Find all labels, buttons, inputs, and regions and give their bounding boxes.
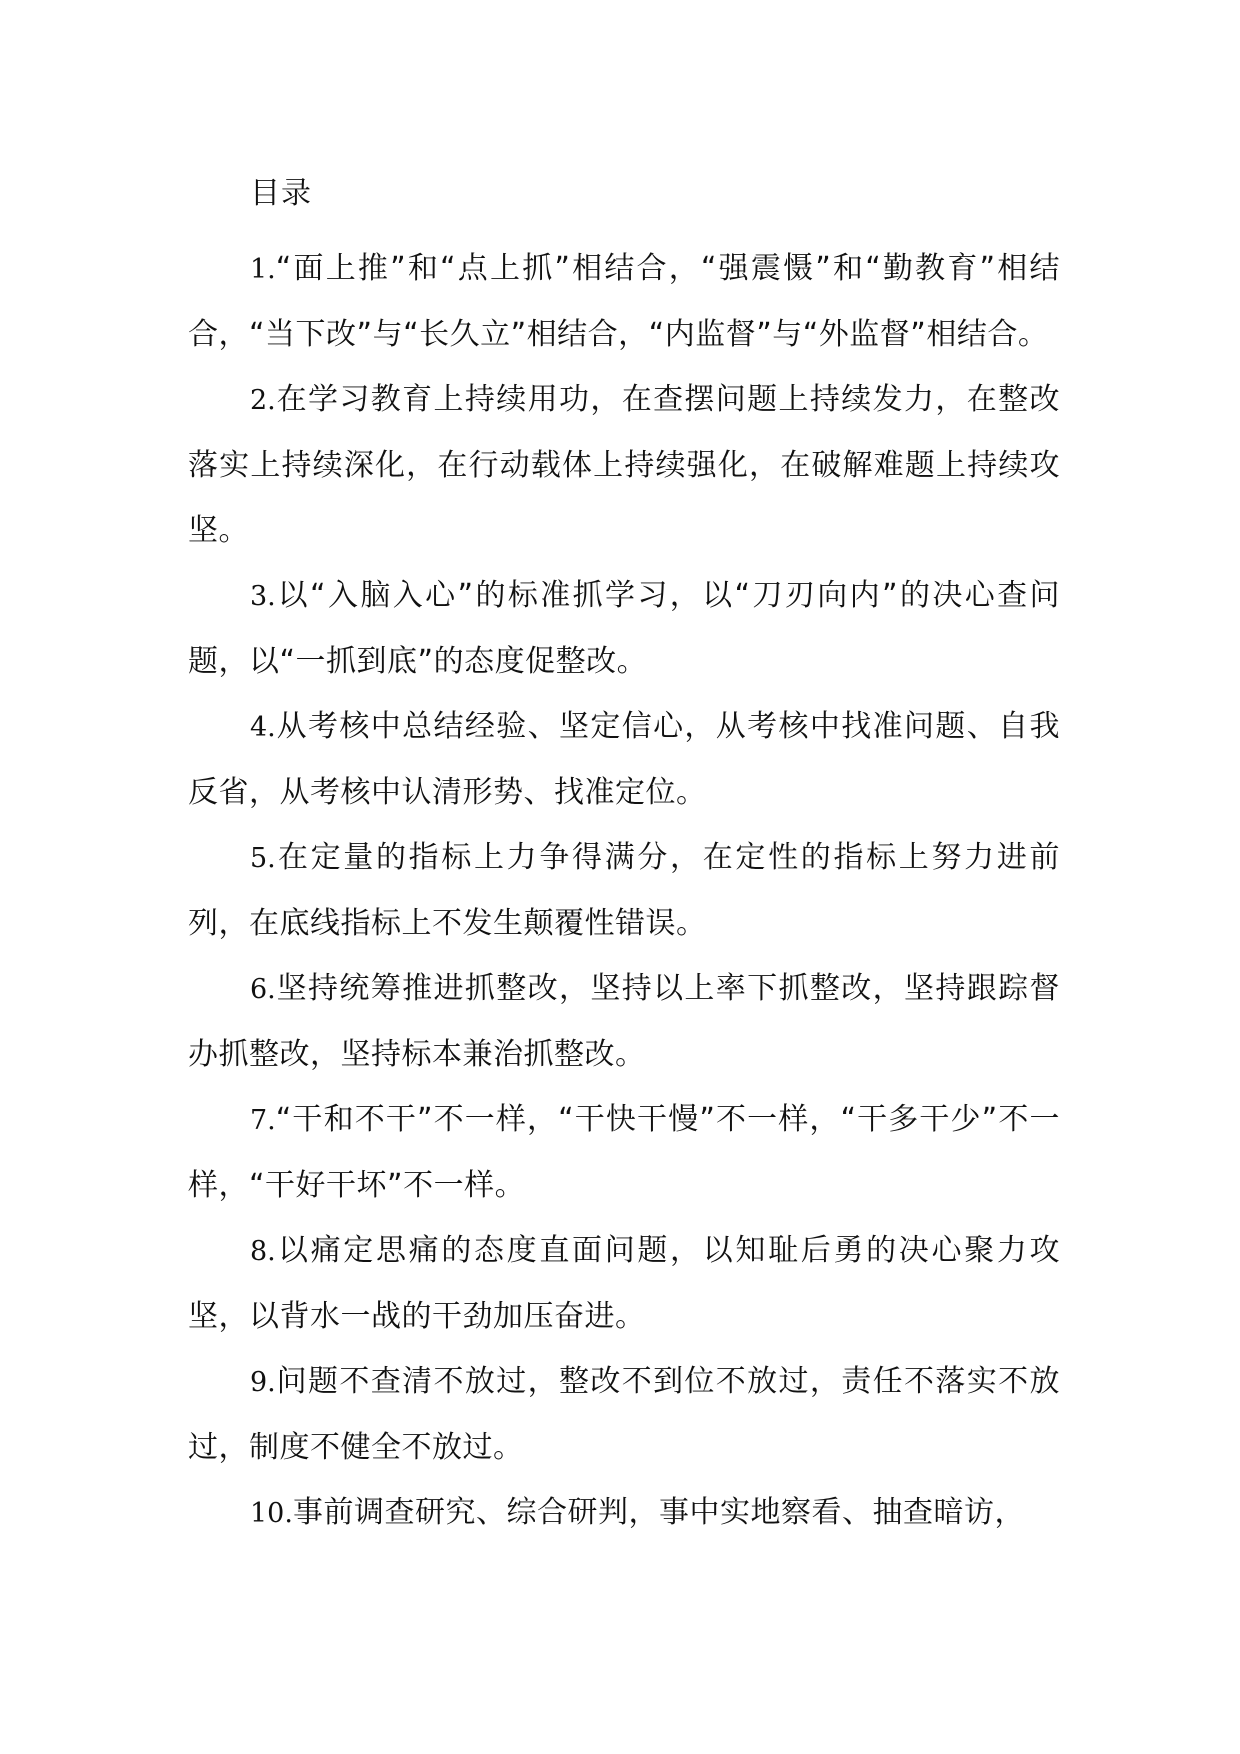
- item-number: 10.: [250, 1498, 293, 1529]
- toc-item-10: [188, 1480, 1060, 1546]
- item-number: 6.: [250, 974, 276, 1005]
- toc-heading: 目录: [250, 176, 312, 211]
- item-text: 坚持统筹推进抓整改，坚持以上率下抓整改，坚持跟踪督办抓整改，坚持标本兼治抓整改。: [188, 971, 1060, 1072]
- item-number: 5.: [250, 843, 276, 874]
- item-number: 7.: [250, 1105, 276, 1136]
- toc-item-2: [188, 367, 1060, 563]
- toc-item-4: [188, 694, 1060, 825]
- item-text: 从考核中总结经验、坚定信心，从考核中找准问题、自我反省，从考核中认清形势、找准定位。: [188, 709, 1060, 810]
- item-number: 3.: [250, 581, 276, 612]
- item-text: 以“入脑入心”的标准抓学习，以“刀刃向内”的决心查问题，以“一抓到底”的态度促整改。: [188, 578, 1060, 679]
- item-number: 9.: [250, 1367, 276, 1398]
- toc-item-3: [188, 563, 1060, 694]
- item-text: “干和不干”不一样，“干快干慢”不一样，“干多干少”不一样，“干好干坏”不一样。: [188, 1102, 1060, 1203]
- item-text: 以痛定思痛的态度直面问题，以知耻后勇的决心聚力攻坚，以背水一战的干劲加压奋进。: [188, 1233, 1060, 1334]
- toc-item-1: [188, 236, 1060, 367]
- item-number: 8.: [250, 1236, 276, 1267]
- toc-item-8: [188, 1218, 1060, 1349]
- item-text: 在学习教育上持续用功，在查摆问题上持续发力，在整改落实上持续深化，在行动载体上持续强化，在破解难题上持续攻坚。: [188, 382, 1060, 548]
- toc-item-5: [188, 825, 1060, 956]
- toc-item-9: [188, 1349, 1060, 1480]
- item-text: 事前调查研究、综合研判，事中实地察看、抽查暗访，: [292, 1495, 1025, 1530]
- toc-item-6: [188, 956, 1060, 1087]
- item-text: 问题不查清不放过，整改不到位不放过，责任不落实不放过，制度不健全不放过。: [188, 1364, 1060, 1465]
- item-number: 2.: [250, 385, 276, 416]
- document-body: [188, 172, 1060, 1546]
- item-text: 在定量的指标上力争得满分，在定性的指标上努力进前列，在底线指标上不发生颠覆性错误。: [188, 840, 1060, 941]
- item-number: 4.: [250, 712, 276, 743]
- item-text: “面上推”和“点上抓”相结合，“强震慑”和“勤教育”相结合，“当下改”与“长久立”相结合，“内监督”与“外监督”相结合。: [188, 251, 1060, 352]
- item-number: 1.: [250, 254, 276, 285]
- toc-item-7: [188, 1087, 1060, 1218]
